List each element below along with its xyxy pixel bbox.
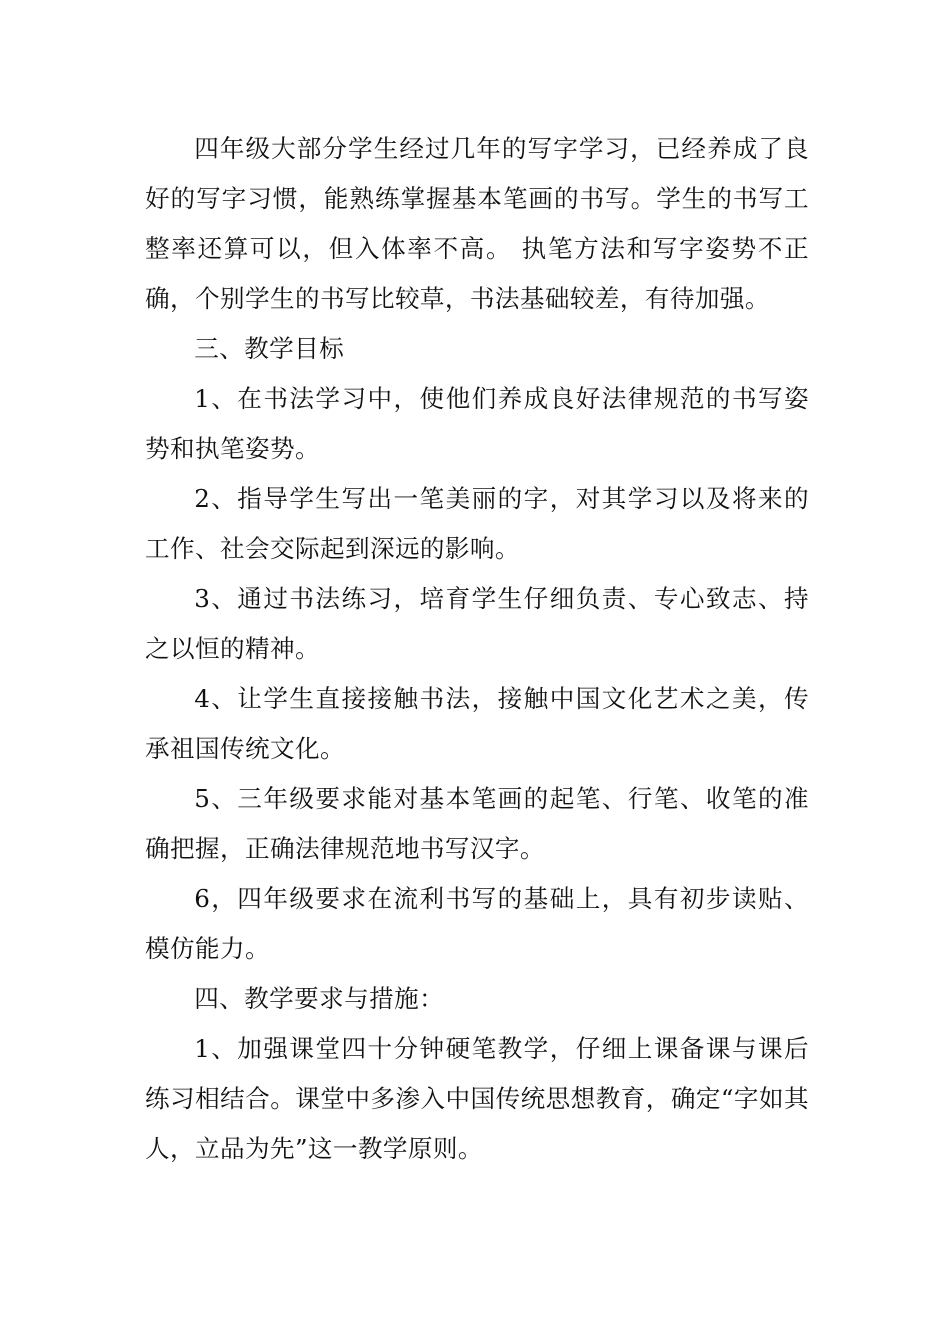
goal-item-4: 4、让学生直接接触书法，接触中国文化艺术之美，传承祖国传统文化。 bbox=[145, 684, 809, 763]
goal-item-1: 1、在书法学习中，使他们养成良好法律规范的书写姿势和执笔姿势。 bbox=[145, 384, 809, 463]
goal-item-3: 3、通过书法练习，培育学生仔细负责、专心致志、持之以恒的精神。 bbox=[145, 584, 809, 663]
goal-item-6: 6，四年级要求在流利书写的基础上，具有初步读贴、模仿能力。 bbox=[145, 884, 809, 963]
document-body bbox=[145, 124, 809, 1174]
paragraph-student-situation: 四年级大部分学生经过几年的写字学习，已经养成了良好的写字习惯，能熟练掌握基本笔画的书写。学生的书写工整率还算可以，但入体率不高。 执笔方法和写字姿势不正确，个别学生的书写比较草，书法基础较差，有待加强。 bbox=[145, 134, 809, 313]
goal-item-2: 2、指导学生写出一笔美丽的字，对其学习以及将来的工作、社会交际起到深远的影响。 bbox=[145, 484, 809, 563]
section-heading-teaching-goals: 三、教学目标 bbox=[194, 334, 345, 363]
requirement-item-1: 1、加强课堂四十分钟硬笔教学，仔细上课备课与课后练习相结合。课堂中多渗入中国传统思想教育，确定“字如其人，立品为先”这一教学原则。 bbox=[145, 1034, 809, 1163]
section-heading-requirements: 四、教学要求与措施： bbox=[194, 984, 445, 1013]
goal-item-5: 5、三年级要求能对基本笔画的起笔、行笔、收笔的准确把握，正确法律规范地书写汉字。 bbox=[145, 784, 809, 863]
